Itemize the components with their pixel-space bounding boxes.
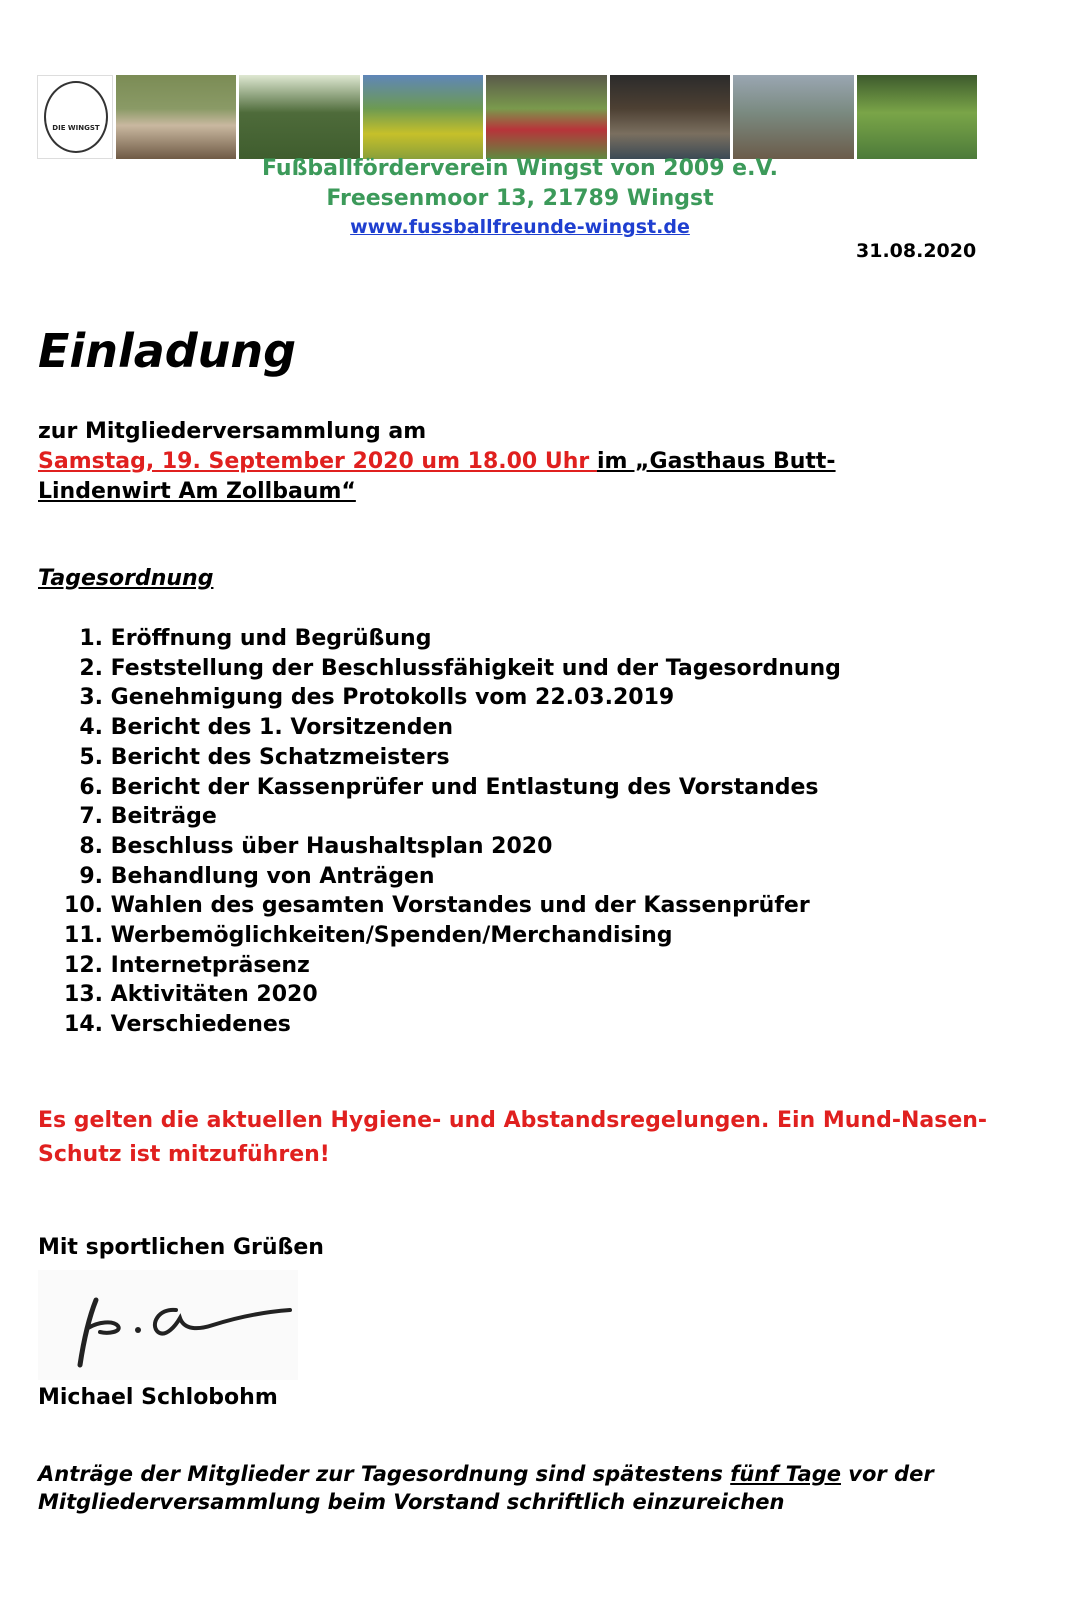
club-name: Fußballförderverein Wingst von 2009 e.V.	[261, 156, 779, 181]
agenda-item	[38, 713, 841, 743]
team-photo	[116, 75, 236, 159]
footer-text-2: vor der Mitgliederversammlung beim Vorstand schriftlich einzureichen	[38, 1462, 934, 1514]
landscape-photo	[363, 75, 483, 159]
agenda-item	[38, 773, 841, 803]
agenda-item	[38, 832, 841, 862]
agenda-item-text: Behandlung von Anträgen	[110, 863, 435, 889]
signature-image	[38, 1270, 298, 1380]
agenda-item	[38, 624, 841, 654]
closing-greeting: Mit sportlichen Grüßen	[38, 1235, 324, 1260]
agenda-item	[38, 1010, 841, 1040]
agenda-item	[38, 654, 841, 684]
members-photo	[610, 75, 730, 159]
meeting-date-time: Samstag, 19. September 2020 um 18.00 Uhr	[38, 449, 597, 474]
agenda-item-number: 9.	[79, 863, 103, 889]
logo-emblem	[44, 81, 108, 153]
agenda-item-text: Beschluss über Haushaltsplan 2020	[110, 833, 553, 859]
players-photo	[239, 75, 359, 159]
invitation-intro	[38, 417, 938, 507]
agenda-item-text: Genehmigung des Protokolls vom 22.03.2019	[110, 685, 675, 711]
agenda-item-number: 11.	[64, 923, 103, 949]
agenda-item-text: Werbemöglichkeiten/Spenden/Merchandising	[110, 923, 673, 949]
agenda-item-number: 7.	[79, 804, 103, 830]
signer-name: Michael Schlobohm	[38, 1385, 278, 1410]
agenda-item-number: 10.	[64, 893, 103, 919]
header-banner	[37, 75, 977, 159]
agenda-item	[38, 921, 841, 951]
agenda-item-number: 3.	[79, 685, 103, 711]
agenda-item	[38, 802, 841, 832]
footer-note	[38, 1460, 998, 1516]
agenda-item	[38, 743, 841, 773]
meeting-location: im „Gasthaus Butt-Lindenwirt Am Zollbaum“	[38, 449, 836, 504]
agenda-item-number: 5.	[79, 744, 103, 770]
club-logo	[37, 75, 113, 159]
agenda-item	[38, 951, 841, 981]
hygiene-notice: Es gelten die aktuellen Hygiene- und Abstandsregelungen. Ein Mund-Nasen-Schutz ist mitzuführen!	[38, 1108, 988, 1167]
agenda-item-number: 13.	[64, 982, 103, 1008]
agenda-item	[38, 891, 841, 921]
agenda-item-number: 1.	[79, 626, 103, 651]
footer-emphasis: fünf Tage	[730, 1462, 841, 1486]
website-link[interactable]: www.fussballfreunde-wingst.de	[350, 216, 690, 238]
meeting-details	[38, 447, 938, 507]
agenda-item-number: 6.	[79, 774, 103, 800]
agenda-item-text: Verschiedenes	[110, 1012, 291, 1038]
agenda-item-text: Bericht des Schatzmeisters	[110, 744, 450, 770]
agenda-item-number: 4.	[79, 715, 103, 741]
agenda-list	[38, 624, 841, 1040]
match-photo	[486, 75, 606, 159]
agenda-item	[38, 862, 841, 892]
youth-match-photo	[857, 75, 977, 159]
agenda-item-number: 12.	[64, 952, 103, 978]
footer-text-1: Anträge der Mitglieder zur Tagesordnung sind spätestens	[38, 1462, 731, 1486]
agenda-item-number: 14.	[64, 1012, 103, 1038]
logo-text: DIE WINGST	[52, 124, 100, 132]
agenda-item-text: Feststellung der Beschlussfähigkeit und der Tagesordnung	[110, 655, 841, 681]
agenda-title: Tagesordnung	[38, 566, 214, 591]
agenda-item-text: Internetpräsenz	[110, 952, 310, 978]
agenda-item-text: Wahlen des gesamten Vorstandes und der Kassenprüfer	[110, 893, 810, 919]
agenda-item-number: 2.	[79, 655, 103, 681]
agenda-item-text: Bericht der Kassenprüfer und Entlastung des Vorstandes	[110, 774, 819, 800]
agenda-item-text: Bericht des 1. Vorsitzenden	[110, 715, 454, 741]
intro-line: zur Mitgliederversammlung am	[38, 419, 427, 444]
agenda-item-number: 8.	[79, 833, 103, 859]
page-title: Einladung	[38, 324, 297, 378]
letter-date: 31.08.2020	[856, 240, 977, 262]
agenda-item-text: Aktivitäten 2020	[110, 982, 318, 1008]
agenda-item-text: Beiträge	[110, 804, 217, 830]
agenda-item	[38, 980, 841, 1010]
agenda-item	[38, 683, 841, 713]
event-photo	[733, 75, 853, 159]
agenda-item-text: Eröffnung und Begrüßung	[110, 626, 432, 651]
club-address: Freesenmoor 13, 21789 Wingst	[326, 186, 714, 211]
